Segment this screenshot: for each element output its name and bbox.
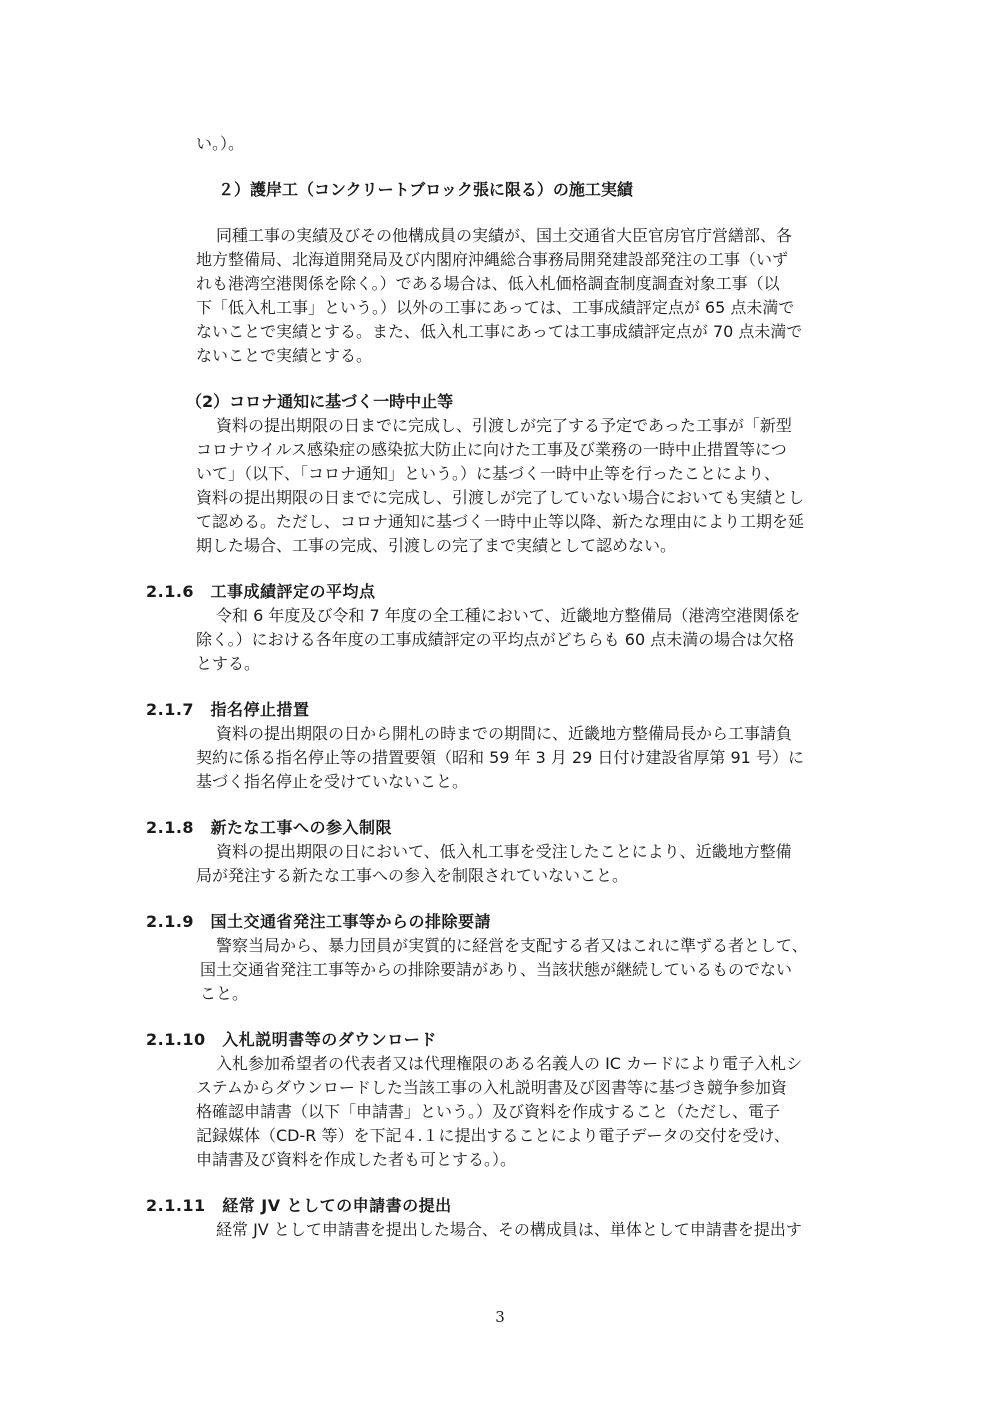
text-line: とする。: [196, 654, 261, 673]
text-line: ないことで実績とする。また、低入札工事にあっては工事成績評定点が 70 点未満で: [196, 322, 803, 341]
text-line: 格確認申請書（以下「申請書」という。）及び資料を作成すること（ただし、電子: [196, 1102, 781, 1121]
text-line: 除く。）における各年度の工事成績評定の平均点がどちらも 60 点未満の場合は欠格: [196, 630, 795, 649]
text-line: ないことで実績とする。: [196, 346, 373, 365]
text-line: 国土交通省発注工事等からの排除要請があり、当該状態が継続しているものでない: [200, 960, 793, 979]
text-line: 下「低入札工事」という。）以外の工事にあっては、工事成績評定点が 65 点未満で: [196, 298, 795, 317]
text-line: 期した場合、工事の完成、引渡しの完了まで実績として認めない。: [196, 536, 677, 555]
section-heading: 2.1.9 国土交通省発注工事等からの排除要請: [146, 912, 492, 931]
text-line: ステムからダウンロードした当該工事の入札説明書及び図書等に基づき競争参加資: [196, 1078, 787, 1097]
text-line: 警察当局から、暴力団員が実質的に経営を支配する者又はこれに準ずる者として、: [216, 936, 808, 955]
text-line: れも港湾空港関係を除く。）である場合は、低入札価格調査制度調査対象工事（以: [196, 274, 780, 293]
text-line: いて」（以下、「コロナ通知」という。）に基づく一時中止等を行ったことにより、: [196, 464, 781, 483]
text-line: 基づく指名停止を受けていないこと。: [196, 772, 469, 791]
text-line: 資料の提出期限の日において、低入札工事を受注したことにより、近畿地方整備: [216, 842, 792, 861]
text-line: 資料の提出期限の日から開札の時までの期間に、近畿地方整備局長から工事請負: [216, 724, 793, 743]
section-heading: 2.1.7 指名停止措置: [146, 700, 310, 719]
section-heading: 2.1.10 入札説明書等のダウンロード: [146, 1030, 437, 1049]
text-line: 資料の提出期限の日までに完成し、引渡しが完了する予定であった工事が「新型: [216, 416, 792, 435]
text-line: 経常 JV として申請書を提出した場合、その構成員は、単体として申請書を提出す: [216, 1220, 802, 1239]
text-line: 資料の提出期限の日までに完成し、引渡しが完了していない場合においても実績とし: [196, 488, 805, 507]
section-heading: 2.1.6 工事成績評定の平均点: [146, 582, 376, 601]
section-heading: （2）コロナ通知に基づく一時中止等: [186, 392, 454, 411]
section-heading: ２）護岸工（コンクリートブロック張に限る）の施工実績: [218, 180, 633, 199]
page-number: 3: [495, 1308, 505, 1326]
text-line: 入札参加希望者の代表者又は代理権限のある名義人の IC カードにより電子入札シ: [216, 1054, 803, 1073]
text-line: コロナウイルス感染症の感染拡大防止に向けた工事及び業務の一時中止措置等につ: [196, 440, 787, 459]
text-line: 記録媒体（CD-R 等）を下記４.１に提出することにより電子データの交付を受け、: [196, 1126, 790, 1145]
text-line: 局が発注する新たな工事への参入を制限されていないこと。: [196, 866, 629, 885]
text-line: 同種工事の実績及びその他構成員の実績が、国土交通省大臣官房官庁営繕部、各: [216, 226, 793, 245]
text-line: い。）。: [196, 134, 245, 153]
text-line: 申請書及び資料を作成した者も可とする。）。: [196, 1150, 517, 1169]
section-heading: 2.1.8 新たな工事への参入制限: [146, 818, 393, 837]
text-line: 令和 6 年度及び令和 7 年度の全工種において、近畿地方整備局（港湾空港関係を: [216, 606, 801, 625]
text-line: 地方整備局、北海道開発局及び内閣府沖縄総合事務局開発建設部発注の工事（いず: [196, 250, 789, 269]
section-heading: 2.1.11 経常 JV としての申請書の提出: [146, 1196, 452, 1215]
text-line: 契約に係る指名停止等の措置要領（昭和 59 年 3 月 29 日付け建設省厚第 91 号）に: [196, 748, 804, 767]
text-line: こと。: [200, 984, 249, 1003]
text-line: て認める。ただし、コロナ通知に基づく一時中止等以降、新たな理由により工期を延: [196, 512, 805, 531]
